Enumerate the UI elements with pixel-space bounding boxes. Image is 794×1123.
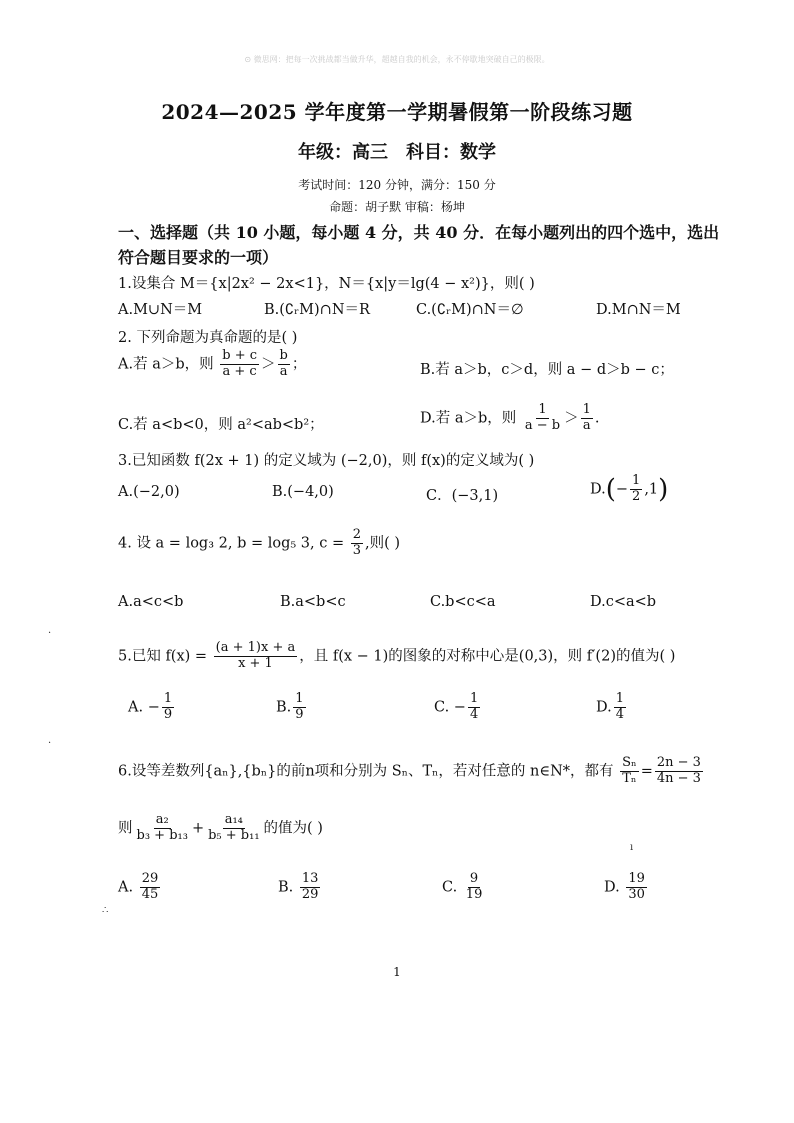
scan-speck: ∴ [102, 905, 109, 916]
frac-denominator: x + 1 [238, 655, 273, 671]
q5-option-b [276, 692, 308, 723]
q6-option-d [604, 872, 649, 903]
q4-stem-pre: 4. 设 a = log₃ 2, b = log₅ 3, c = [118, 535, 345, 552]
q6-stem-pre: 6.设等差数列{aₙ},{bₙ}的前n项和分别为 Sₙ、Tₙ，若对任意的 n∈N*，都有 [118, 763, 614, 780]
q5-option-d-fraction [614, 692, 626, 723]
q5-stem-fraction [214, 641, 298, 672]
frac-numerator: 19 [628, 871, 645, 886]
scan-speck: ı [630, 842, 634, 853]
q6-line2-fraction-left [135, 813, 190, 844]
q2-option-a-mid: ＞ [261, 356, 276, 373]
frac-denominator: Tₙ [622, 770, 637, 786]
q2-option-d-fraction-left [523, 403, 562, 434]
scan-speck: · [48, 738, 52, 749]
frac-denominator: a [582, 417, 591, 433]
q5-option-a-fraction [162, 692, 174, 723]
section-heading-cont: 符合题目要求的一项） [118, 248, 279, 267]
frac-numerator: 2 [352, 527, 362, 542]
q6-option-b-pre: B. [278, 879, 294, 896]
q2-option-d-pre: D.若 a＞b，则 [420, 410, 517, 427]
q5-option-b-fraction [293, 692, 305, 723]
frac-numerator: (a + 1)x + a [215, 640, 296, 655]
question-1-stem: 1.设集合 M＝{x|2x² − 2x<1}，N＝{x|y＝lg(4 − x²)}，则( ) [118, 276, 535, 292]
q3-option-a: A.(−2,0) [118, 484, 180, 500]
q4-stem-fraction [351, 528, 363, 559]
frac-numerator: 9 [469, 871, 479, 886]
q2-option-a-pre: A.若 a＞b，则 [118, 356, 214, 373]
q6-stem-fraction-right [655, 756, 703, 787]
q2-option-d-mid: ＞ [564, 410, 579, 427]
subject-label: 科目：数学 [406, 142, 496, 163]
q6-option-c [442, 872, 486, 903]
open-paren: ( [605, 474, 616, 505]
question-5-stem [118, 641, 675, 672]
close-paren: ) [658, 474, 669, 505]
question-2-stem: 2. 下列命题为真命题的是( ) [118, 330, 298, 346]
q4-option-a: A.a<c<b [118, 594, 184, 610]
q5-option-c [434, 692, 482, 723]
frac-denominator: a [279, 363, 288, 379]
frac-denominator: b₃ + b₁₃ [136, 827, 188, 843]
frac-denominator: 45 [141, 886, 159, 902]
grade-label: 年级：高三 [298, 142, 388, 163]
q2-option-a-fraction-left [220, 349, 259, 380]
frac-denominator: 4 [469, 706, 479, 722]
q5-stem-pre: 5.已知 f(x) = [118, 648, 208, 665]
frac-numerator: b + c [222, 348, 257, 363]
question-4-stem [118, 528, 400, 559]
q6-option-a [118, 872, 162, 903]
q6-option-a-fraction [140, 872, 161, 903]
frac-numerator: 1 [538, 402, 547, 417]
q5-option-d [596, 692, 628, 723]
section-heading: 一、选择题（共 10 小题，每小题 4 分，共 40 分．在每小题列出的四个选中，选出 [118, 223, 720, 242]
frac-numerator: 2n − 3 [656, 755, 701, 770]
q2-option-d [420, 403, 600, 434]
q6-option-c-pre: C. [442, 879, 458, 896]
frac-denominator: 4 [615, 706, 624, 722]
q6-option-b [278, 872, 322, 903]
frac-numerator: b [279, 348, 288, 363]
q4-stem-post: ,则( ) [365, 535, 401, 552]
frac-numerator: 1 [163, 691, 173, 706]
question-6-line2 [118, 813, 323, 844]
frac-denominator: 9 [163, 706, 173, 722]
scan-speck: · [48, 628, 52, 639]
q6-stem-equals: = [640, 763, 653, 780]
q2-option-d-fraction-right [581, 403, 593, 434]
q4-option-d: D.c<a<b [590, 594, 657, 610]
frac-numerator: 29 [141, 871, 159, 886]
q5-option-c-pre: C. − [434, 699, 466, 716]
q6-option-c-fraction [464, 872, 485, 903]
q5-stem-post: ，且 f(x − 1)的图象的对称中心是(0,3)，则 f′(2)的值为( ) [299, 648, 676, 665]
q2-option-a-post: ； [291, 356, 307, 373]
frac-denominator: 2 [632, 488, 641, 504]
question-6-stem [118, 756, 705, 787]
q3-option-d [590, 474, 668, 505]
frac-numerator: a₂ [155, 812, 169, 827]
frac-numerator: 1 [295, 691, 304, 706]
q6-line2-plus: + [191, 820, 205, 837]
frac-numerator: 1 [632, 473, 641, 488]
q6-option-d-pre: D. [604, 879, 620, 896]
interval-tail: ,1 [644, 481, 659, 498]
frac-denominator: 29 [301, 886, 319, 902]
frac-denominator: 3 [352, 542, 362, 558]
q1-option-b: B.(∁ᵣM)∩N＝R [264, 302, 370, 318]
q3-option-c: C．(−3,1) [426, 488, 499, 504]
frac-denominator: a − b [524, 417, 561, 433]
exam-info: 考试时间：120 分钟，满分：150 分 [298, 178, 496, 192]
q2-option-d-post: . [594, 410, 600, 427]
frac-denominator: 30 [628, 886, 645, 902]
question-3-stem: 3.已知函数 f(2x + 1) 的定义域为 (−2,0)，则 f(x)的定义域为( ) [118, 453, 535, 469]
frac-denominator: a + c [222, 363, 257, 379]
q5-option-d-pre: D. [596, 699, 612, 716]
q6-line2-fraction-right [206, 813, 261, 844]
q3-option-d-pre: D. [590, 481, 606, 498]
frac-denominator: 9 [295, 706, 304, 722]
q3-option-d-fraction [630, 474, 642, 505]
q6-stem-fraction-left [620, 756, 639, 787]
page-number: 1 [393, 965, 401, 979]
q6-option-a-pre: A. [118, 879, 134, 896]
q6-option-d-fraction [626, 872, 647, 903]
q3-option-b: B.(−4,0) [272, 484, 334, 500]
frac-denominator: 19 [465, 886, 483, 902]
q1-option-d: D.M∩N＝M [596, 302, 681, 318]
frac-denominator: b₅ + b₁₁ [208, 827, 260, 843]
q5-option-c-fraction [468, 692, 480, 723]
page-title: 2024—2025 学年度第一学期暑假第一阶段练习题 [161, 100, 633, 124]
frac-numerator: 1 [582, 402, 591, 417]
frac-numerator: Sₙ [622, 755, 637, 770]
q5-option-a [128, 692, 176, 723]
q5-option-a-pre: A. − [128, 699, 160, 716]
q6-option-b-fraction [300, 872, 321, 903]
q4-option-c: C.b<c<a [430, 594, 496, 610]
q2-option-a [118, 349, 306, 380]
q1-option-c: C.(∁ᵣM)∩N＝∅ [416, 302, 524, 318]
frac-numerator: 1 [469, 691, 479, 706]
frac-numerator: 13 [301, 871, 319, 886]
grade-subject-line [0, 138, 794, 164]
q2-option-c: C.若 a<b<0，则 a²<ab<b²； [118, 417, 324, 433]
q2-option-b: B.若 a＞b，c＞d，则 a − d＞b − c； [420, 362, 674, 378]
frac-denominator: 4n − 3 [656, 770, 701, 786]
frac-numerator: a₁₄ [224, 812, 243, 827]
authors-info: 命题：胡子默 审稿：杨坤 [329, 200, 465, 214]
watermark: ⊙ 微思网：把每一次挑战都当做升华，超越自我的机会，永不停歇地突破自己的极限。 [244, 55, 550, 64]
q6-line2-pre: 则 [118, 820, 133, 837]
q4-option-b: B.a<b<c [280, 594, 346, 610]
q1-option-a: A.M∪N＝M [118, 302, 203, 318]
q2-option-a-fraction-right [278, 349, 290, 380]
q5-option-b-pre: B. [276, 699, 292, 716]
q6-line2-post: 的值为( ) [263, 820, 323, 837]
minus-sign: − [615, 481, 629, 498]
frac-numerator: 1 [615, 691, 624, 706]
